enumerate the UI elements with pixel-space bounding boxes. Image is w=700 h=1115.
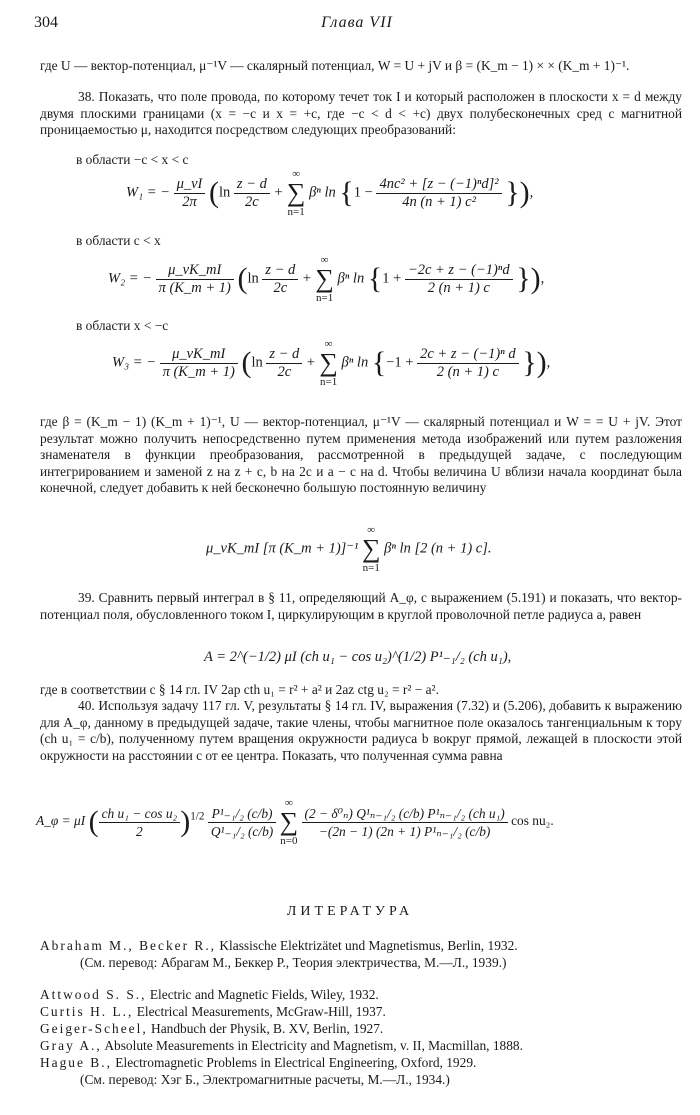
region-label-1: в области −c < x < c — [76, 152, 189, 167]
running-header — [34, 14, 680, 38]
w1-sum: ∞ ∑ n=1 — [286, 168, 306, 218]
reference-item: Abraham M., Becker R., Klassische Elektrizätet und Magnetismus, Berlin, 1932. (См. перевод: Абрагам М., Беккер Р., Теория электричества, М.—Л., 1939.) — [40, 938, 518, 970]
equation-final: A_φ = μI ( $\frac{\text{ch u₁ − cos u₂}}{2}$ )$^{1/2}$ $\frac{\text{P¹₋₁/₂ (c/b)}}{\text{Q¹₋₁/₂ (c/b)}}$ ∞ ∑ n=0 $\frac{\text{(2 − δ⁰ₙ) Q¹ₙ₋₁/₂ (c/b) P¹ₙ₋₁/₂ (ch u₁)}}{\text{−(2n − 1) (2n + 1) P¹ₙ₋₁/₂ (c/b)}}$ cos nu₂. — [36, 797, 554, 847]
page-number: 304 — [34, 14, 58, 31]
final-p-ratio: $\frac{\text{P¹₋₁/₂ (c/b)}}{\text{Q¹₋₁/₂ (c/b)}}$ — [208, 805, 276, 840]
intro-paragraph: где U — вектор-потенциал, μ⁻¹V — скалярный потенциал, W = U + jV и β = (K_m − 1) × × (K_m + 1)⁻¹. — [40, 58, 630, 73]
reference-item: Curtis H. L., Electrical Measurements, McGraw-Hill, 1937. — [40, 1004, 386, 1019]
reference-item: Attwood S. S., Electric and Magnetic Fields, Wiley, 1932. — [40, 987, 379, 1002]
literature-heading: ЛИТЕРАТУРА — [286, 904, 414, 919]
w3-sum: ∞ ∑ n=1 — [319, 338, 338, 388]
region-label-3: в области x < −c — [76, 318, 169, 333]
reference-item: Hague B., Electromagnetic Problems in Electrical Engineering, Oxford, 1929. (См. перевод: Хэг Б., Электромагнитные расчеты, М.—Л., 1934.) — [40, 1055, 477, 1087]
w1-coef: $\frac{\mu\_vI}{2\pi}$ — [174, 176, 206, 211]
equation-constant: μ_vK_mI [π (K_m + 1)]⁻¹ ∞ ∑ n=1 βⁿ ln [2 (n + 1) c]. — [206, 524, 492, 574]
problem-40-text: 40. Используя задачу 117 гл. V, результаты § 14 гл. IV, выражения (7.32) и (5.206), добавить к выражению для A_φ, данному в предыдущей задаче, такие члены, чтобы магнитное поле оказалось тангенциальным к тору (ch u₁ = c/b), полученному путем вращения окружности радиуса b вокруг прямой, лежащей в плоскости этой окружности на расстоянии c от ее центра. Показать, что полученная сумма равна — [40, 698, 682, 763]
reference-item: Geiger-Scheel, Handbuch der Physik, B. XV, Berlin, 1927. — [40, 1021, 384, 1036]
w1-log: $\frac{z - d}{2c}$ — [234, 176, 270, 211]
final-series-term: $\frac{\text{(2 − δ⁰ₙ) Q¹ₙ₋₁/₂ (c/b) P¹ₙ₋₁/₂ (ch u₁)}}{\text{−(2n − 1) (2n + 1) P¹ₙ₋₁/₂ (c/b)}}$ — [302, 805, 508, 840]
problem-38-text: 38. Показать, что поле провода, по которому течет ток I и который расположен в плоскости x = d между двумя плоскими границами (x = −c и x = +c, где −c < d < +c) двух полубесконечных сред с магнитной проницаемостью μ, находится посредством следующих преобразований: — [40, 89, 682, 138]
reference-item: Gray A., Absolute Measurements in Electricity and Magnetism, v. II, Macmillan, 1888. — [40, 1038, 523, 1053]
equation-w3: W₃ = − $\frac{\mu\_vK\_mI}{\pi (K\_m + 1)}$ (ln $\frac{z - d}{2c}$ + ∞ ∑ n=1 βⁿ ln {−1 + $\frac{\text{2c + z − (−1)ⁿ d}}{2 (n + 1) c}$ }), — [112, 338, 551, 388]
problem-39-tail: где в соответствии с § 14 гл. IV 2ap cth u₁ = r² + a² и 2az ctg u₂ = r² − a². — [40, 682, 439, 697]
w1-lhs: W₁ = − — [126, 184, 170, 201]
w1-inner: $\frac{\text{4nc² + [z − (−1)ⁿd]²}}{\text{4n (n + 1) c²}}$ — [376, 176, 501, 211]
problem-38-result: где β = (K_m − 1) (K_m + 1)⁻¹, U — вектор-потенциал, μ⁻¹V — скалярный потенциал и W = = U + jV. Этот результат можно получить непосредственно путем применения метода изображений или путем разложения знаменателя в функции преобразования, рассмотренной в предыдущей задаче, с последующим интегрированием и заменой z на z + c, b на 2c и a − c на d. Чтобы величина U вблизи начала координат была конечной, следует добавить к ней бесконечно большую постоянную величину — [40, 414, 682, 496]
equation-w2: W₂ = − $\frac{\mu\_vK\_mI}{\pi (K\_m + 1)}$ (ln $\frac{z - d}{2c}$ + ∞ ∑ n=1 βⁿ ln {1 + $\frac{\text{−2c + z − (−1)ⁿd}}{2 (n + 1) c}$ }), — [108, 254, 545, 304]
equation-w1: W₁ = − $\frac{\mu\_vI}{2\pi}$ (ln $\frac{z - d}{2c}$ + ∞ ∑ n=1 βⁿ ln {1 − $\frac{\text{4nc² + [z − (−1)ⁿd]²}}{\text{4n (n + 1) c²}}$ }), — [126, 168, 534, 218]
w2-coef: $\frac{\mu\_vK\_mI}{\pi (K\_m + 1)}$ — [156, 262, 234, 297]
equation-a: A = 2^(−1/2) μI (ch u₁ − cos u₂)^(1/2) P¹₋₁/₂ (ch u₁), — [204, 649, 512, 665]
chapter-title: Глава VII — [321, 14, 393, 31]
w2-sum: ∞ ∑ n=1 — [315, 254, 334, 304]
w3-coef: $\frac{\mu\_vK\_mI}{\pi (K\_m + 1)}$ — [160, 346, 238, 381]
region-label-2: в области c < x — [76, 233, 161, 248]
problem-39-text: 39. Сравнить первый интеграл в § 11, определяющий A_φ, с выражением (5.191) и показать, что вектор-потенциал поля, обусловленного током I, циркулирующим в круглой проволочной петле радиуса a, равен — [40, 590, 682, 622]
